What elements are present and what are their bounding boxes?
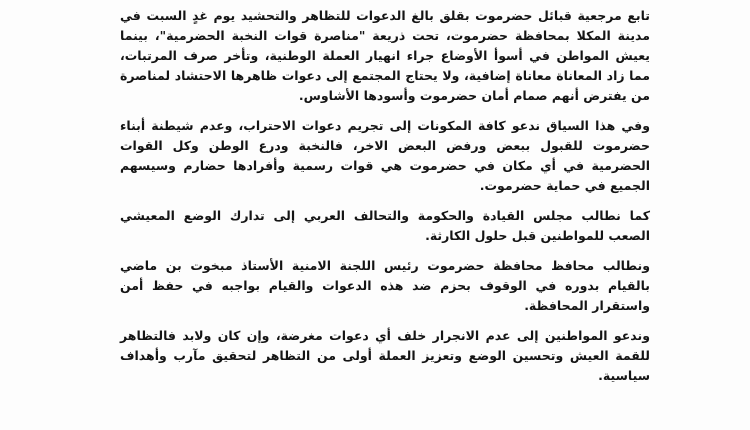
paragraph-4: ونطالب محافظ محافظة حضرموت رئيس اللجنة الامنية الأستاذ مبخوت بن ماضي بالقيام بدوره في الوقوف بحزم ضد هذه الدعوات والقيام بواجبه في حفظ أمن واستقرار المحافظة. (120, 258, 650, 313)
paragraph-3: كما نطالب مجلس القيادة والحكومة والتحالف العربي إلى تدارك الوضع المعيشي الصعب للمواطنين قبل حلول الكارثة. (120, 208, 650, 243)
paragraph-5: وندعو المواطنين إلى عدم الانجرار خلف أي دعوات مغرضة، وإن كان ولابد فالتظاهر للقمة العيش وتحسين الوضع وتعزيز العملة أولى من التظاهر لتحقيق مآرب وأهداف سياسية. (120, 328, 650, 383)
paragraph-1: تابع مرجعية قبائل حضرموت بقلق بالغ الدعوات للتظاهر والتحشيد يوم غدٍ السبت في مدينة المكلا بمحافظة حضرموت، تحت ذريعة "مناصرة قوات النخبة الحضرمية"، بينما يعيش المواطن في أسوأ الأوضاع جراء انهيار العملة الوطنية، وتأخر صرف المرتبات، مما زاد المعاناة معاناة إضافية، ولا يحتاج المجتمع إلى دعوات ظاهرها الاحتشاد لمناصرة من يفترض أنهم صمام أمان حضرموت وأسودها الأشاوس. (120, 8, 650, 103)
document-body (120, 6, 650, 386)
paragraph-2: وفي هذا السياق ندعو كافة المكونات إلى تجريم دعوات الاحتراب، وعدم شيطنة أبناء حضرموت للقبول ببعض ورفض البعض الاخر، فالنخبة ودرع الوطن وكل القوات الحضرمية في أي مكان في حضرموت هي قوات رسمية وأفرادها حضارم وسيسهم الجميع في حماية حضرموت. (120, 118, 650, 193)
